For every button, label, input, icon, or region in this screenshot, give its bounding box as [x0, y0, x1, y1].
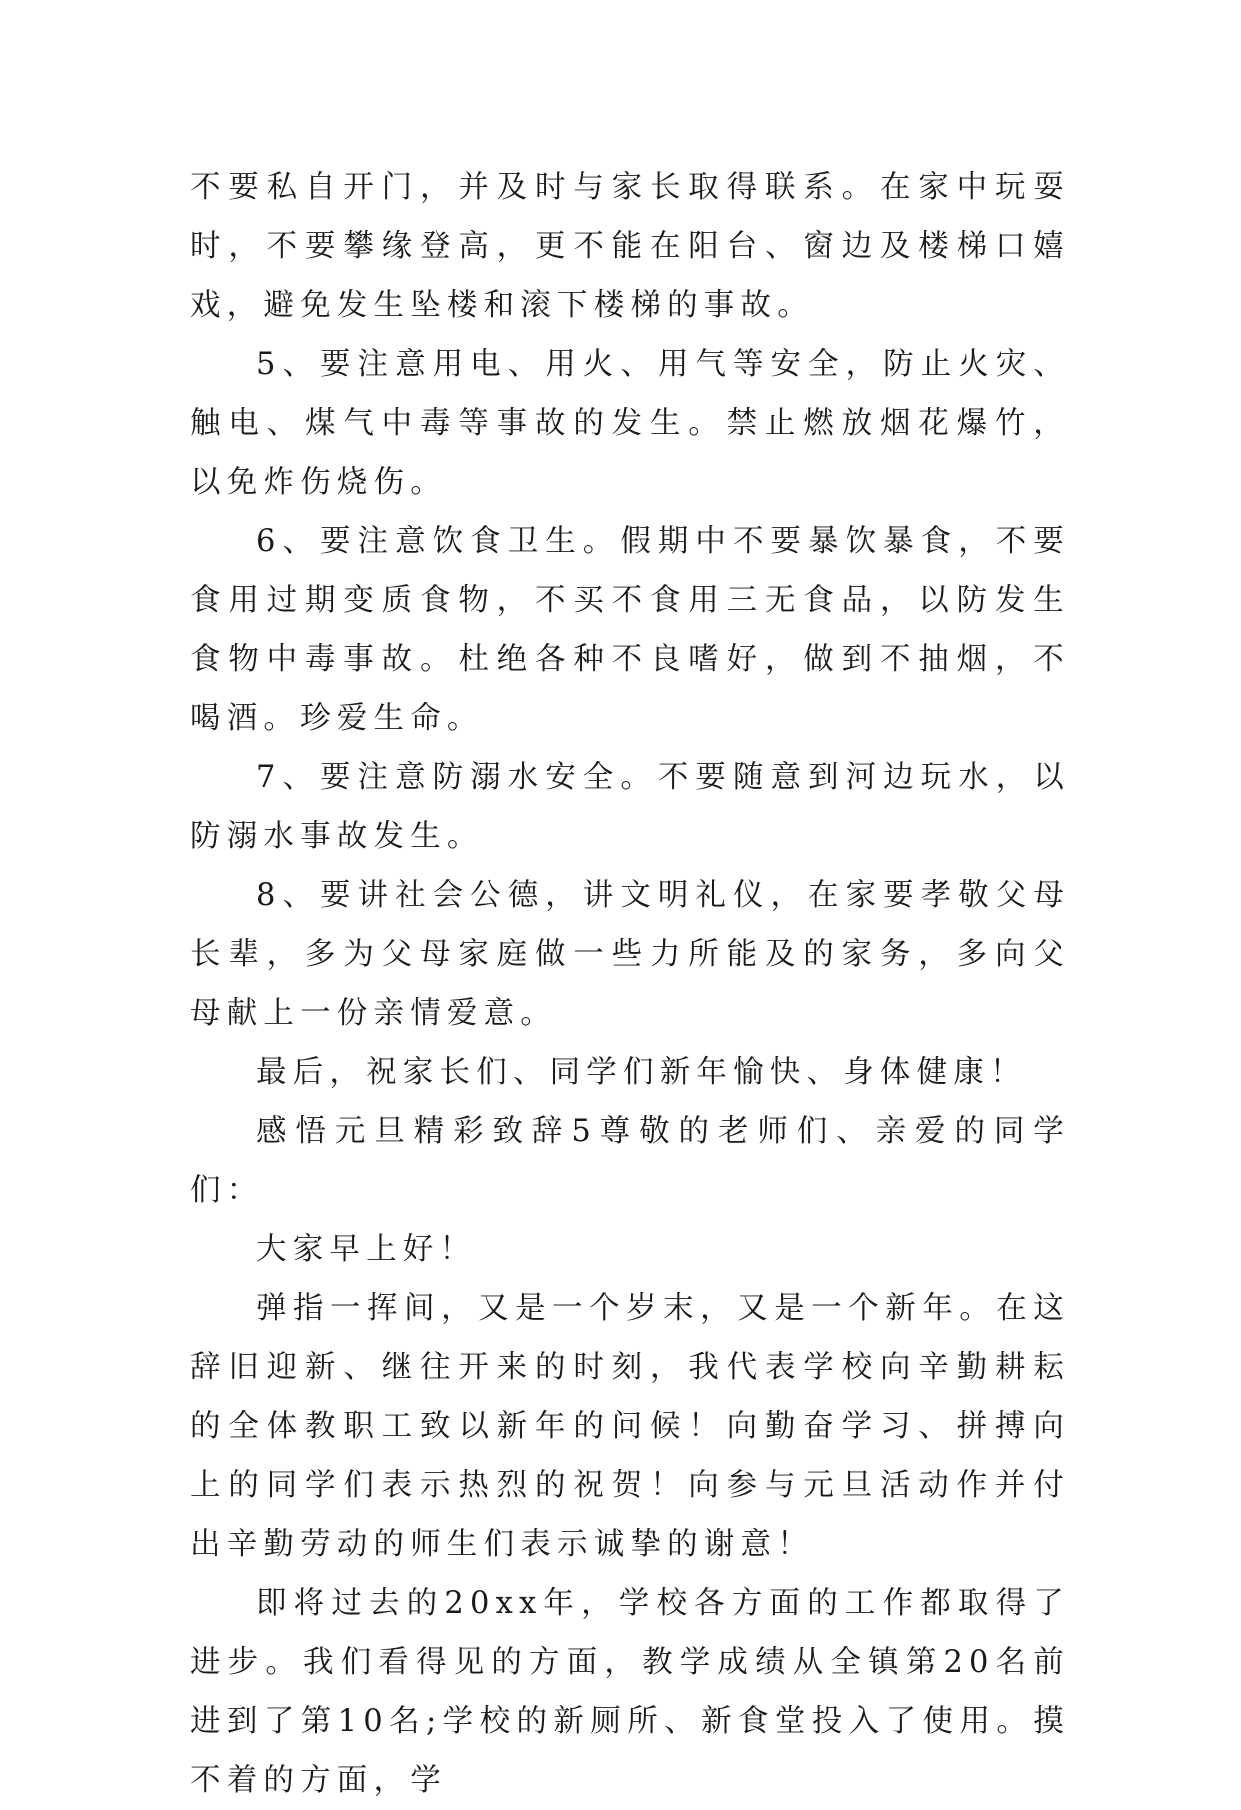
paragraph-new-year-message: 弹指一挥间，又是一个岁末，又是一个新年。在这辞旧迎新、继往开来的时刻，我代表学校向辛勤耕耘的全体教职工致以新年的问候！向勤奋学习、拼搏向上的同学们表示热烈的祝贺！向参与元旦活动作并付出辛勤劳动的师生们表示诚挚的谢意！ — [190, 1291, 1070, 1562]
paragraph-year-review: 即将过去的20xx年，学校各方面的工作都取得了进步。我们看得见的方面，教学成绩从全镇第20名前进到了第10名;学校的新厕所、新食堂投入了使用。摸不着的方面，学 — [190, 1586, 1070, 1798]
paragraph-continued-safety: 不要私自开门，并及时与家长取得联系。在家中玩耍时，不要攀缘登高，更不能在阳台、窗边及楼梯口嬉戏，避免发生坠楼和滚下楼梯的事故。 — [190, 170, 1070, 323]
paragraph-item-5: 5、要注意用电、用火、用气等安全，防止火灾、触电、煤气中毒等事故的发生。禁止燃放烟花爆竹，以免炸伤烧伤。 — [190, 347, 1070, 500]
document-body — [190, 158, 1070, 1810]
paragraph-speech-heading: 感悟元旦精彩致辞5尊敬的老师们、亲爱的同学们： — [190, 1114, 1070, 1208]
paragraph-item-8: 8、要讲社会公德，讲文明礼仪，在家要孝敬父母长辈，多为父母家庭做一些力所能及的家务，多向父母献上一份亲情爱意。 — [190, 878, 1070, 1031]
paragraph-item-6: 6、要注意饮食卫生。假期中不要暴饮暴食，不要食用过期变质食物，不买不食用三无食品，以防发生食物中毒事故。杜绝各种不良嗜好，做到不抽烟，不喝酒。珍爱生命。 — [190, 524, 1070, 736]
paragraph-item-7: 7、要注意防溺水安全。不要随意到河边玩水，以防溺水事故发生。 — [190, 760, 1070, 854]
paragraph-greeting: 大家早上好！ — [256, 1232, 477, 1267]
paragraph-closing-wishes: 最后，祝家长们、同学们新年愉快、身体健康！ — [256, 1055, 1027, 1090]
